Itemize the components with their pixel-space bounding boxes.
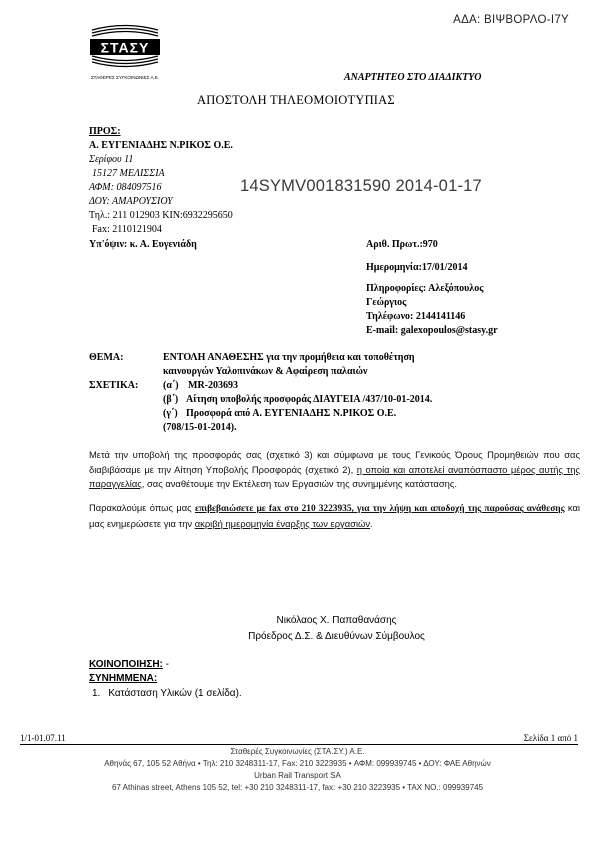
ada-code: ΑΔΑ: ΒΙΨΒΟΡΛΟ-Ι7Υ	[453, 14, 569, 26]
paragraph-1-underlined: η οποία και αποτελεί αναπόσπαστο μέρος αυτής της παραγγελίας	[89, 463, 580, 489]
recipient-street: Σερίφου 11	[89, 154, 134, 165]
subject-line-1: ΕΝΤΟΛΗ ΑΝΑΘΕΣΗΣ για την προμήθεια και τοποθέτηση	[163, 352, 415, 363]
svg-text:ΣΤΑΣΥ: ΣΤΑΣΥ	[100, 39, 150, 56]
footer-company-en: Urban Rail Transport SA	[254, 771, 341, 780]
recipient-doy: ΔΟΥ: ΑΜΑΡΟΥΣΙΟΥ	[89, 196, 173, 207]
body-paragraph-1	[89, 448, 580, 492]
related-item-text: MR-203693	[188, 380, 238, 391]
subject-line-2: καινουργών Υαλοπινάκων & Αφαίρεση παλαιών	[163, 366, 368, 377]
recipient-afm: ΑΦΜ: 084097516	[89, 182, 162, 193]
recipient-company: Α. ΕΥΓΕΝΙΑΔΗΣ Ν.ΡΙΚΟΣ Ο.Ε.	[89, 140, 233, 151]
related-item-num: (β΄)	[163, 394, 179, 405]
page-number: Σελίδα 1 από 1	[523, 733, 578, 743]
footer-company-gr: Σταθερές Συγκοινωνίες (ΣΤΑ.ΣΥ.) Α.Ε.	[230, 747, 365, 756]
related-label: ΣΧΕΤΙΚΑ:	[89, 380, 139, 391]
paragraph-2-text-end: .	[370, 517, 373, 529]
subject-label: ΘΕΜΑ:	[89, 352, 124, 363]
paragraph-2-text: Παρακαλούμε όπως μας	[89, 502, 196, 513]
attachment-item	[92, 688, 242, 699]
svg-text:ΣΤΑΘΕΡΕΣ ΣΥΓΚΟΙΝΩΝΙΕΣ Α.Ε.: ΣΤΑΘΕΡΕΣ ΣΥΓΚΟΙΝΩΝΙΕΣ Α.Ε.	[90, 75, 160, 80]
info-email[interactable]: E-mail: galexopoulos@stasy.gr	[366, 325, 498, 336]
notification-label: ΚΟΙΝΟΠΟΙΗΣΗ:	[89, 659, 163, 670]
body-paragraph-2	[89, 501, 580, 531]
recipient-attention: Υπ'όψιν: κ. Α. Ευγενιάδη	[89, 239, 197, 250]
info-contact: Πληροφορίες: Αλεξόπουλος	[366, 283, 484, 294]
protocol-number: Αριθ. Πρωτ.:970	[366, 239, 438, 250]
recipient-fax: Fax: 2110121904	[92, 224, 162, 235]
related-item-num: (γ΄)	[163, 408, 178, 419]
info-contact-cont: Γεώργιος	[366, 297, 407, 308]
diavgeia-stamp: 14SYMV001831590 2014-01-17	[240, 177, 482, 195]
footer-address-gr: Αθηνάς 67, 105 52 Αθήνα • Τηλ: 210 3248311-17, Fax: 210 3223935 • ΑΦΜ: 099939745 • ΔΟΥ: ΦΑΕ Αθηνών	[104, 759, 491, 768]
attachment-item-text: Κατάσταση Υλικών (1 σελίδα).	[108, 688, 242, 699]
paragraph-2-bold: επιβεβαιώσετε με fax στο 210 3223935, για την λήψη και αποδοχή της παρούσας ανάθεσης	[195, 504, 565, 514]
document-title: ΑΠΟΣΤΟΛΗ ΤΗΛΕΟΜΟΙΟΤΥΠΙΑΣ	[197, 93, 395, 107]
stasy-logo	[86, 24, 164, 82]
related-item-text: Προσφορά από Α. ΕΥΓΕΝΙΑΔΗΣ Ν.ΡΙΚΟΣ Ο.Ε.	[186, 408, 397, 419]
paragraph-1-text-end: , σας αναθέτουμε την Εκτέλεση των Εργασιών της συνημμένης κατάστασης.	[141, 478, 457, 489]
stasy-logo-graphic	[86, 24, 164, 82]
related-item-text: Αίτηση υποβολής προσφοράς ΔΙΑΥΓΕΙΑ /437/10-01-2014.	[186, 394, 433, 405]
posted-online-notice: ΑΝΑΡΤΗΤΕΟ ΣΤΟ ΔΙΑΔΙΚΤΥΟ	[344, 72, 482, 83]
form-code: 1/1-01.07.11	[20, 733, 66, 743]
attachment-item-num: 1.	[92, 688, 101, 699]
signatory-name: Νικόλαος Χ. Παπαθανάσης	[276, 615, 397, 626]
related-item-num: (α΄)	[163, 380, 179, 391]
signatory-title: Πρόεδρος Δ.Σ. & Διευθύνων Σύμβουλος	[248, 631, 425, 642]
document-date: Ημερομηνία:17/01/2014	[366, 262, 468, 273]
paragraph-2-text-mid: και μας ενημερώσετε για την	[89, 502, 580, 529]
notification-value: -	[162, 659, 169, 670]
paragraph-2-underlined: ακριβή ημερομηνία έναρξης των εργασιών	[194, 517, 371, 529]
paragraph-1-text: Μετά την υποβολή της προσφοράς σας (σχετικό 3) και σύμφωνα με τους Γενικούς Όρους Προμηθειών που σας διαβιβάσαμε με την Αίτηση Υποβολής Προσφοράς (σχετικό 2),	[89, 449, 580, 475]
recipient-phone: Τηλ.: 211 012903 ΚΙΝ:6932295650	[89, 210, 233, 221]
notification-line	[89, 659, 169, 670]
info-phone: Τηλέφωνο: 2144141146	[366, 311, 466, 322]
related-item-text-cont: (708/15-01-2014).	[163, 422, 237, 433]
footer-address-en: 67 Athinas street, Athens 105 52, tel: +30 210 3248311-17, fax: +30 210 3223935 • TAX NO.: 099939745	[111, 783, 484, 792]
to-label: ΠΡΟΣ:	[89, 126, 121, 137]
recipient-postal: 15127 ΜΕΛΙΣΣΙΑ	[92, 168, 165, 179]
attachments-label: ΣΥΝΗΜΜΕΝΑ:	[89, 673, 158, 684]
